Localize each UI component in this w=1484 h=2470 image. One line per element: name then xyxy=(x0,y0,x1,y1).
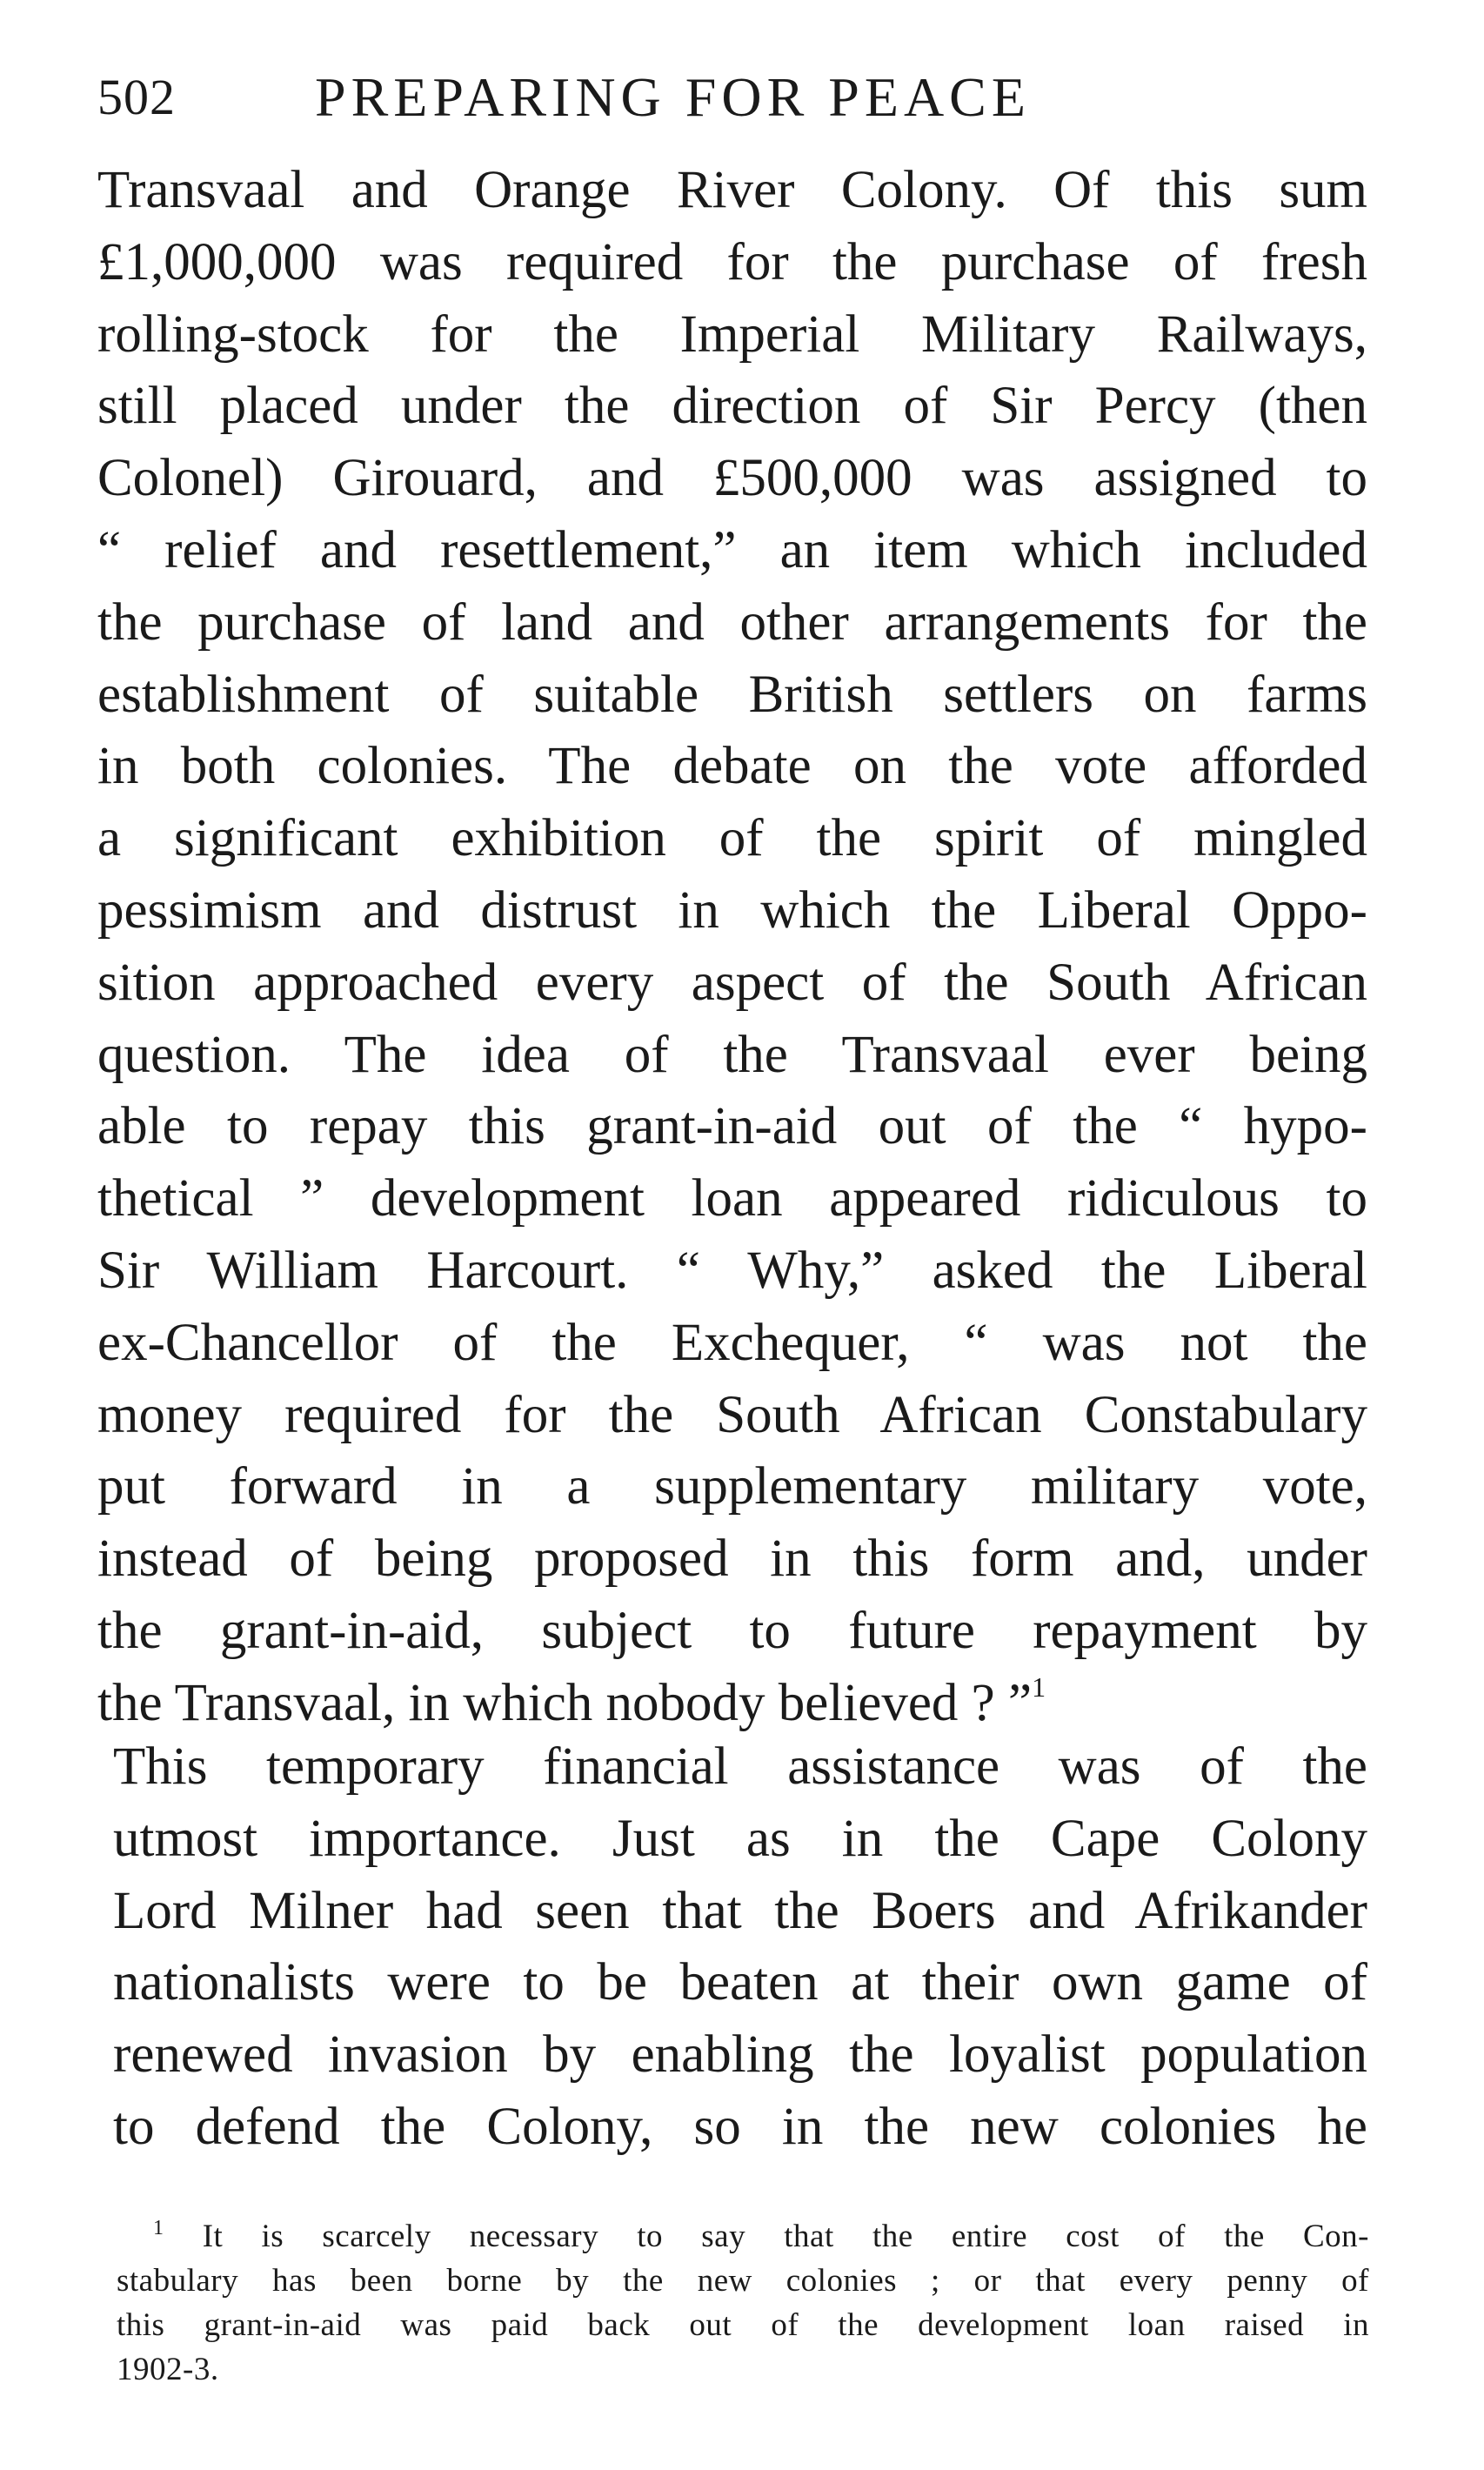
text-line: £1,000,000 was required for the purchase of fresh xyxy=(97,232,1367,291)
text-line xyxy=(97,1668,1367,1740)
text-line: instead of being proposed in this form and, under xyxy=(97,1530,1367,1589)
text-line: pessimism and distrust in which the Liberal Oppo- xyxy=(97,880,1367,940)
text-line: put forward in a supplementary military vote, xyxy=(97,1457,1367,1516)
running-head: PREPARING FOR PEACE xyxy=(315,66,1031,128)
footnote-marker: 1 xyxy=(153,2217,164,2239)
paragraph-2 xyxy=(113,1731,1367,2164)
text-line: nationalists were to be beaten at their own game of xyxy=(113,1953,1367,2012)
text-line: the purchase of land and other arrangements for the xyxy=(97,592,1367,652)
text-line: Lord Milner had seen that the Boers and Afrikander xyxy=(113,1881,1367,1940)
footnote-line: this grant-in-aid was paid back out of the development loan raised in xyxy=(117,2307,1369,2343)
text-line: rolling-stock for the Imperial Military Railways, xyxy=(97,305,1367,364)
text-line: Colonel) Girouard, and £500,000 was assigned to xyxy=(97,449,1367,508)
page-number: 502 xyxy=(97,69,176,125)
text-line-content: the Transvaal, in which nobody believed ? ” xyxy=(97,1673,1033,1732)
footnote-line: 1902-3. xyxy=(117,2352,219,2387)
text-line: Transvaal and Orange River Colony. Of this sum xyxy=(97,161,1367,219)
paragraph-1 xyxy=(97,155,1367,1740)
footnote-line-content: It is scarcely necessary to say that the entire cost of the Con- xyxy=(202,2219,1369,2254)
text-line: ex-Chancellor of the Exchequer, “ was not the xyxy=(97,1313,1367,1372)
footnote-reference: 1 xyxy=(1032,1670,1046,1703)
text-line: money required for the South African Constabulary xyxy=(97,1385,1367,1444)
text-line: in both colonies. The debate on the vote afforded xyxy=(97,737,1367,796)
text-line: thetical ” development loan appeared ridiculous to xyxy=(97,1169,1367,1228)
text-line: a significant exhibition of the spirit of mingled xyxy=(97,809,1367,868)
text-line: establishment of suitable British settlers on farms xyxy=(97,665,1367,724)
footnote xyxy=(117,2214,1369,2392)
text-line: Sir William Harcourt. “ Why,” asked the Liberal xyxy=(97,1241,1367,1300)
page-header xyxy=(97,63,1367,132)
text-line: sition approached every aspect of the South African xyxy=(97,953,1367,1012)
text-line: “ relief and resettlement,” an item which included xyxy=(97,520,1367,579)
text-line: able to repay this grant-in-aid out of the “ hypo- xyxy=(97,1097,1367,1156)
text-line: This temporary financial assistance was of the xyxy=(113,1737,1367,1796)
text-line: to defend the Colony, so in the new colonies he xyxy=(113,2097,1367,2156)
footnote-line xyxy=(117,2214,1369,2259)
text-line: question. The idea of the Transvaal ever being xyxy=(97,1025,1367,1084)
text-line: the grant-in-aid, subject to future repayment by xyxy=(97,1601,1367,1660)
text-line: renewed invasion by enabling the loyalist population xyxy=(113,2025,1367,2085)
footnote-line: stabulary has been borne by the new colonies ; or that every penny of xyxy=(117,2263,1369,2299)
text-line: utmost importance. Just as in the Cape Colony xyxy=(113,1809,1367,1868)
text-line: still placed under the direction of Sir Percy (then xyxy=(97,377,1367,436)
